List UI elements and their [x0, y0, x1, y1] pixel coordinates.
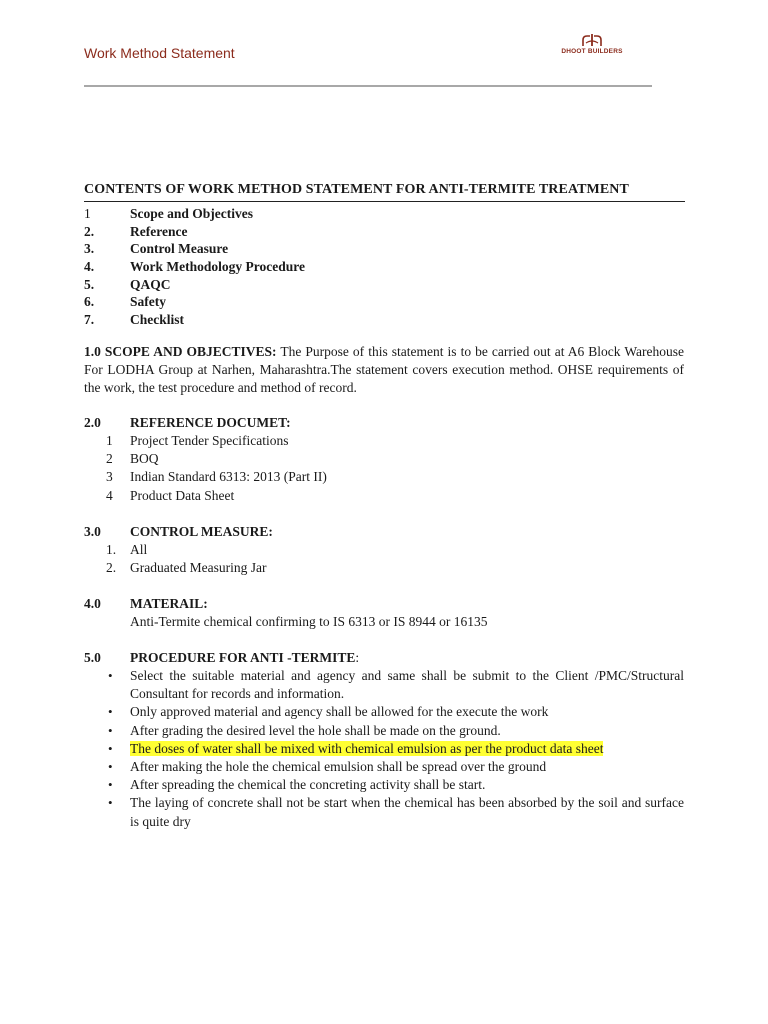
list-item: [84, 559, 684, 577]
list-item: • After grading the desired level the hole shall be made on the ground.: [84, 722, 684, 740]
list-item: • After spreading the chemical the concreting activity shall be start.: [84, 776, 684, 794]
list-item: [84, 487, 684, 505]
section-text: Anti-Termite chemical confirming to IS 6313 or IS 8944 or 16135: [130, 614, 488, 629]
procedure-list: [84, 667, 684, 831]
logo-text: DHOOT BUILDERS: [561, 48, 623, 55]
item-number: 4: [106, 487, 113, 503]
item-text: Indian Standard 6313: 2013 (Part II): [130, 469, 327, 485]
item-text: BOQ: [130, 451, 159, 467]
company-logo: [548, 33, 636, 55]
section-control-measure: [84, 523, 684, 577]
toc-number: 3.: [84, 241, 95, 257]
section-title: MATERAIL:: [130, 596, 208, 611]
header-divider: [84, 85, 652, 87]
list-item-highlighted: [84, 740, 684, 758]
toc-item: [84, 293, 684, 311]
toc-label: Checklist: [130, 312, 184, 328]
highlighted-text: The doses of water shall be mixed with chemical emulsion as per the product data sheet: [130, 740, 604, 756]
reference-list: [84, 432, 684, 505]
toc-number: 5.: [84, 276, 95, 292]
toc-number: 2.: [84, 223, 95, 239]
list-item: [84, 468, 684, 486]
list-item: [84, 541, 684, 559]
item-text: Product Data Sheet: [130, 487, 235, 503]
toc-item: [84, 258, 684, 276]
list-item: • The laying of concrete shall not be start when the chemical has been absorbed by the soil and surface is quite dry: [84, 794, 684, 830]
dhoot-logo-icon: [581, 33, 603, 47]
item-text: Project Tender Specifications: [130, 433, 289, 448]
toc-item: [84, 205, 684, 223]
toc-number: 6.: [84, 294, 95, 310]
list-item: [84, 432, 684, 450]
toc-number: 7.: [84, 312, 95, 328]
document-title: CONTENTS OF WORK METHOD STATEMENT FOR ANTI-TERMITE TREATMENT: [84, 182, 629, 197]
item-text: Graduated Measuring Jar: [130, 560, 267, 576]
section-heading: [84, 414, 684, 432]
item-text: All: [130, 542, 148, 557]
section-number: 5.0: [84, 650, 101, 665]
toc-label: Work Methodology Procedure: [130, 259, 305, 275]
section-number: 4.0: [84, 596, 101, 611]
section-heading: [84, 649, 684, 667]
list-item: • Only approved material and agency shall be allowed for the execute the work: [84, 703, 684, 721]
item-number: 3: [106, 469, 113, 485]
section-procedure: [84, 649, 684, 831]
toc-item: [84, 240, 684, 258]
section-reference: [84, 414, 684, 505]
header-title: Work Method Statement: [84, 45, 235, 61]
section-title: PROCEDURE FOR ANTI -TERMITE: [130, 650, 356, 665]
section-scope: [84, 343, 684, 397]
section-text: The Purpose of this statement is to be carried out at A6 Block Warehouse For LODHA Group at Narhen, Maharashtra.The statement covers execution method. OHSE requirements of the work, the test procedure and method of record.: [84, 344, 684, 395]
section-number: 3.0: [84, 524, 101, 539]
list-item: • Select the suitable material and agency and same shall be submit to the Client /PMC/Structural Consultant for records and information.: [84, 667, 684, 703]
section-material: [84, 595, 684, 631]
toc-item: [84, 311, 684, 329]
item-number: 2: [106, 451, 113, 467]
section-heading: [84, 595, 684, 613]
toc-item: [84, 276, 684, 294]
toc-number: 1: [84, 206, 91, 221]
list-item: • After making the hole the chemical emulsion shall be spread over the ground: [84, 758, 684, 776]
title-underline: [84, 201, 685, 202]
item-number: 2.: [106, 560, 117, 576]
control-measure-list: [84, 541, 684, 577]
section-heading: [84, 523, 684, 541]
list-item: [84, 450, 684, 468]
table-of-contents: [84, 205, 684, 329]
section-title-suffix: :: [355, 650, 360, 665]
toc-label: Safety: [130, 294, 166, 310]
section-number: 2.0: [84, 415, 101, 430]
section-heading: 1.0 SCOPE AND OBJECTIVES:: [84, 344, 277, 359]
item-number: 1: [106, 433, 113, 448]
section-title: REFERENCE DOCUMET:: [130, 415, 291, 430]
section-title: CONTROL MEASURE:: [130, 524, 273, 539]
toc-label: Scope and Objectives: [130, 206, 253, 221]
toc-label: Reference: [130, 223, 188, 239]
item-number: 1.: [106, 542, 117, 557]
toc-label: Control Measure: [130, 241, 229, 257]
toc-number: 4.: [84, 259, 95, 275]
toc-label: QAQC: [130, 276, 171, 292]
toc-item: [84, 223, 684, 241]
